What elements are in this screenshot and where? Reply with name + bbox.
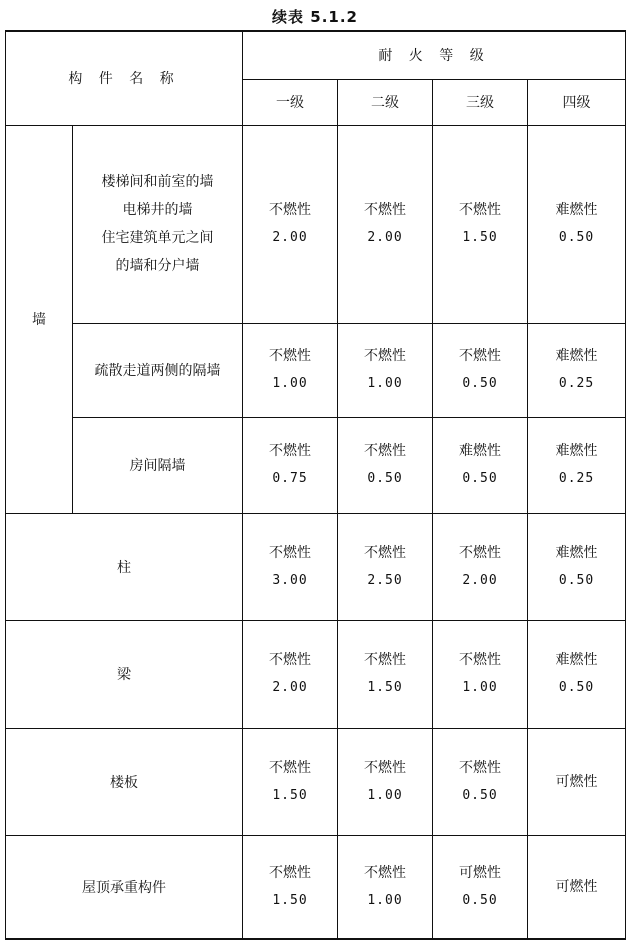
rating-kind: 难燃性 bbox=[555, 544, 598, 561]
rating-cell bbox=[338, 513, 433, 620]
rating-kind: 难燃性 bbox=[555, 348, 598, 364]
header-grade-3: 三级 bbox=[433, 79, 528, 125]
rating-cell bbox=[528, 323, 626, 417]
rating-kind: 难燃性 bbox=[555, 443, 598, 459]
rating-cell bbox=[528, 513, 626, 620]
rating-value: 2.00 bbox=[367, 230, 403, 245]
row-name: 屋顶承重构件 bbox=[6, 835, 243, 939]
rating-cell bbox=[338, 323, 433, 417]
rating-kind: 不燃性 bbox=[269, 443, 312, 459]
rating-cell bbox=[338, 728, 433, 835]
rating-cell bbox=[243, 835, 338, 939]
table-row bbox=[6, 513, 626, 620]
row-name: 柱 bbox=[6, 513, 243, 620]
rating-cell bbox=[243, 620, 338, 728]
rating-kind: 可燃性 bbox=[459, 864, 502, 881]
rating-value: 1.00 bbox=[367, 892, 403, 908]
rating-cell bbox=[433, 728, 528, 835]
rating-value: 1.50 bbox=[462, 230, 498, 245]
rating-kind: 不燃性 bbox=[459, 348, 502, 364]
rating-kind: 不燃性 bbox=[459, 759, 502, 776]
rating-kind: 不燃性 bbox=[269, 202, 312, 218]
rating-cell bbox=[433, 125, 528, 323]
rating-value: 2.00 bbox=[462, 572, 498, 588]
rating-cell bbox=[243, 728, 338, 835]
rating-value: 1.00 bbox=[462, 680, 498, 695]
rating-value: 0.50 bbox=[558, 572, 595, 588]
rating-value: 0.50 bbox=[558, 680, 595, 695]
rating-kind: 不燃性 bbox=[364, 202, 407, 218]
rating-value: 0.50 bbox=[462, 787, 498, 803]
rating-kind: 不燃性 bbox=[364, 443, 407, 459]
rating-cell bbox=[433, 417, 528, 513]
rating-cell bbox=[528, 728, 626, 835]
rating-cell bbox=[338, 417, 433, 513]
header-grade-1: 一级 bbox=[243, 79, 338, 125]
rating-cell bbox=[528, 620, 626, 728]
rating-kind: 难燃性 bbox=[459, 443, 502, 459]
table-row bbox=[6, 417, 626, 513]
rating-kind: 可燃性 bbox=[555, 878, 598, 895]
rating-kind: 不燃性 bbox=[269, 544, 312, 561]
rating-value: 0.50 bbox=[367, 471, 403, 486]
rating-kind: 不燃性 bbox=[269, 348, 312, 364]
row-name-line: 的墙和分户墙 bbox=[115, 258, 200, 274]
rating-value: 3.00 bbox=[272, 572, 308, 588]
row-name-line: 住宅建筑单元之间 bbox=[101, 230, 214, 246]
rating-value: 2.50 bbox=[367, 572, 403, 588]
row-name: 房间隔墙 bbox=[73, 417, 243, 513]
rating-value: 1.00 bbox=[367, 787, 403, 803]
row-name-line: 电梯井的墙 bbox=[122, 202, 193, 218]
rating-value: 0.50 bbox=[462, 471, 498, 486]
rating-kind: 不燃性 bbox=[364, 864, 407, 881]
rating-value: 1.50 bbox=[272, 787, 308, 803]
rating-kind: 可燃性 bbox=[555, 773, 598, 790]
row-name: 楼板 bbox=[6, 728, 243, 835]
rating-value: 0.50 bbox=[462, 376, 498, 391]
rating-kind: 不燃性 bbox=[364, 652, 407, 668]
rating-value: 1.00 bbox=[272, 376, 308, 391]
rating-cell bbox=[433, 835, 528, 939]
row-name: 疏散走道两侧的隔墙 bbox=[73, 323, 243, 417]
rating-value: 1.00 bbox=[367, 376, 403, 391]
rating-kind: 不燃性 bbox=[364, 348, 407, 364]
wall-group-label: 墙 bbox=[6, 125, 73, 513]
table-row bbox=[6, 728, 626, 835]
rating-cell bbox=[433, 620, 528, 728]
rating-kind: 难燃性 bbox=[555, 652, 598, 668]
rating-kind: 难燃性 bbox=[555, 202, 598, 218]
row-name-line: 楼梯间和前室的墙 bbox=[101, 174, 214, 190]
rating-cell bbox=[528, 125, 626, 323]
rating-kind: 不燃性 bbox=[269, 759, 312, 776]
header-grade-4: 四级 bbox=[528, 79, 626, 125]
rating-cell bbox=[243, 323, 338, 417]
rating-cell bbox=[338, 125, 433, 323]
rating-cell bbox=[243, 513, 338, 620]
rating-value: 0.75 bbox=[272, 471, 308, 486]
rating-value: 2.00 bbox=[272, 680, 308, 695]
rating-cell bbox=[338, 835, 433, 939]
table-row bbox=[6, 323, 626, 417]
rating-value: 1.50 bbox=[367, 680, 403, 695]
rating-kind: 不燃性 bbox=[364, 759, 407, 776]
header-component-name: 构 件 名 称 bbox=[6, 31, 243, 125]
rating-value: 0.50 bbox=[462, 892, 498, 908]
table-row bbox=[6, 125, 626, 323]
rating-cell bbox=[338, 620, 433, 728]
table-caption: 续表 5.1.2 bbox=[272, 8, 358, 26]
rating-cell bbox=[433, 323, 528, 417]
rating-value: 0.50 bbox=[558, 230, 595, 245]
rating-value: 1.50 bbox=[272, 892, 308, 908]
rating-cell bbox=[243, 417, 338, 513]
table-row bbox=[6, 835, 626, 939]
table-row bbox=[6, 620, 626, 728]
row-name bbox=[73, 125, 243, 323]
rating-cell bbox=[243, 125, 338, 323]
rating-cell bbox=[528, 835, 626, 939]
rating-kind: 不燃性 bbox=[459, 652, 502, 668]
rating-kind: 不燃性 bbox=[459, 544, 502, 561]
row-name: 梁 bbox=[6, 620, 243, 728]
rating-value: 2.00 bbox=[272, 230, 308, 245]
rating-cell bbox=[433, 513, 528, 620]
rating-kind: 不燃性 bbox=[364, 544, 407, 561]
rating-value: 0.25 bbox=[558, 471, 595, 486]
header-grade-2: 二级 bbox=[338, 79, 433, 125]
rating-value: 0.25 bbox=[558, 376, 595, 391]
rating-kind: 不燃性 bbox=[459, 202, 502, 218]
header-row-1 bbox=[6, 31, 626, 79]
rating-kind: 不燃性 bbox=[269, 864, 312, 881]
rating-cell bbox=[528, 417, 626, 513]
header-fire-rating: 耐 火 等 级 bbox=[243, 31, 626, 79]
fire-resistance-table bbox=[5, 30, 626, 940]
rating-kind: 不燃性 bbox=[269, 652, 312, 668]
